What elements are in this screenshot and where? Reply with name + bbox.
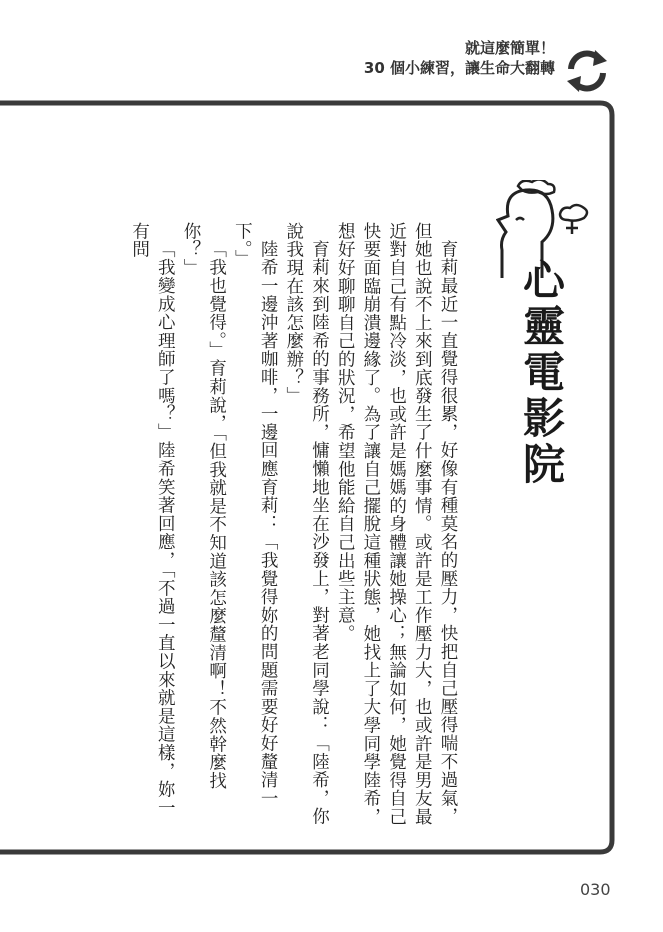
page-number: 030	[580, 880, 611, 899]
paragraph: 育莉來到陸希的事務所，慵懶地坐在沙發上，對著老同學說：「陸希，你說我現在該怎麼辦？」	[283, 222, 330, 826]
paragraph: 陸希一邊沖著咖啡，一邊回應育莉：「我覺得妳的問題需要好好釐清一下。」	[232, 222, 279, 807]
book-title	[364, 38, 555, 78]
body-text	[126, 222, 460, 832]
paragraph: 「我也覺得。」育莉說，「但我就是不知道該怎麼釐清啊！不然幹麼找你？」	[180, 222, 227, 790]
cycle-arrows-icon	[561, 47, 613, 95]
paragraph: 育莉最近一直覺得很累，好像有種莫名的壓力，快把自己壓得喘不過氣，但她也說不上來到底發生了什麼事情。或許是工作壓力大，也或許是男友最近對自己有點冷淡，也或許是媽媽的身體讓她操心；無論如何，她覺得自己快要面臨崩潰邊緣了。為了讓自己擺脫這種狀態，她找上了大學同學陸希，想好好聊聊自己的狀況，希望他能給自己出些主意。	[335, 222, 458, 826]
book-title-line2: 30 個小練習，讓生命大翻轉	[363, 59, 555, 77]
section-title: 心靈電影院	[517, 258, 566, 488]
paragraph: 「我變成心理師了嗎？」陸希笑著回應，「不過一直以來就是這樣，妳一有問	[129, 222, 176, 817]
book-title-line1: 就這麼簡單！	[464, 39, 555, 57]
